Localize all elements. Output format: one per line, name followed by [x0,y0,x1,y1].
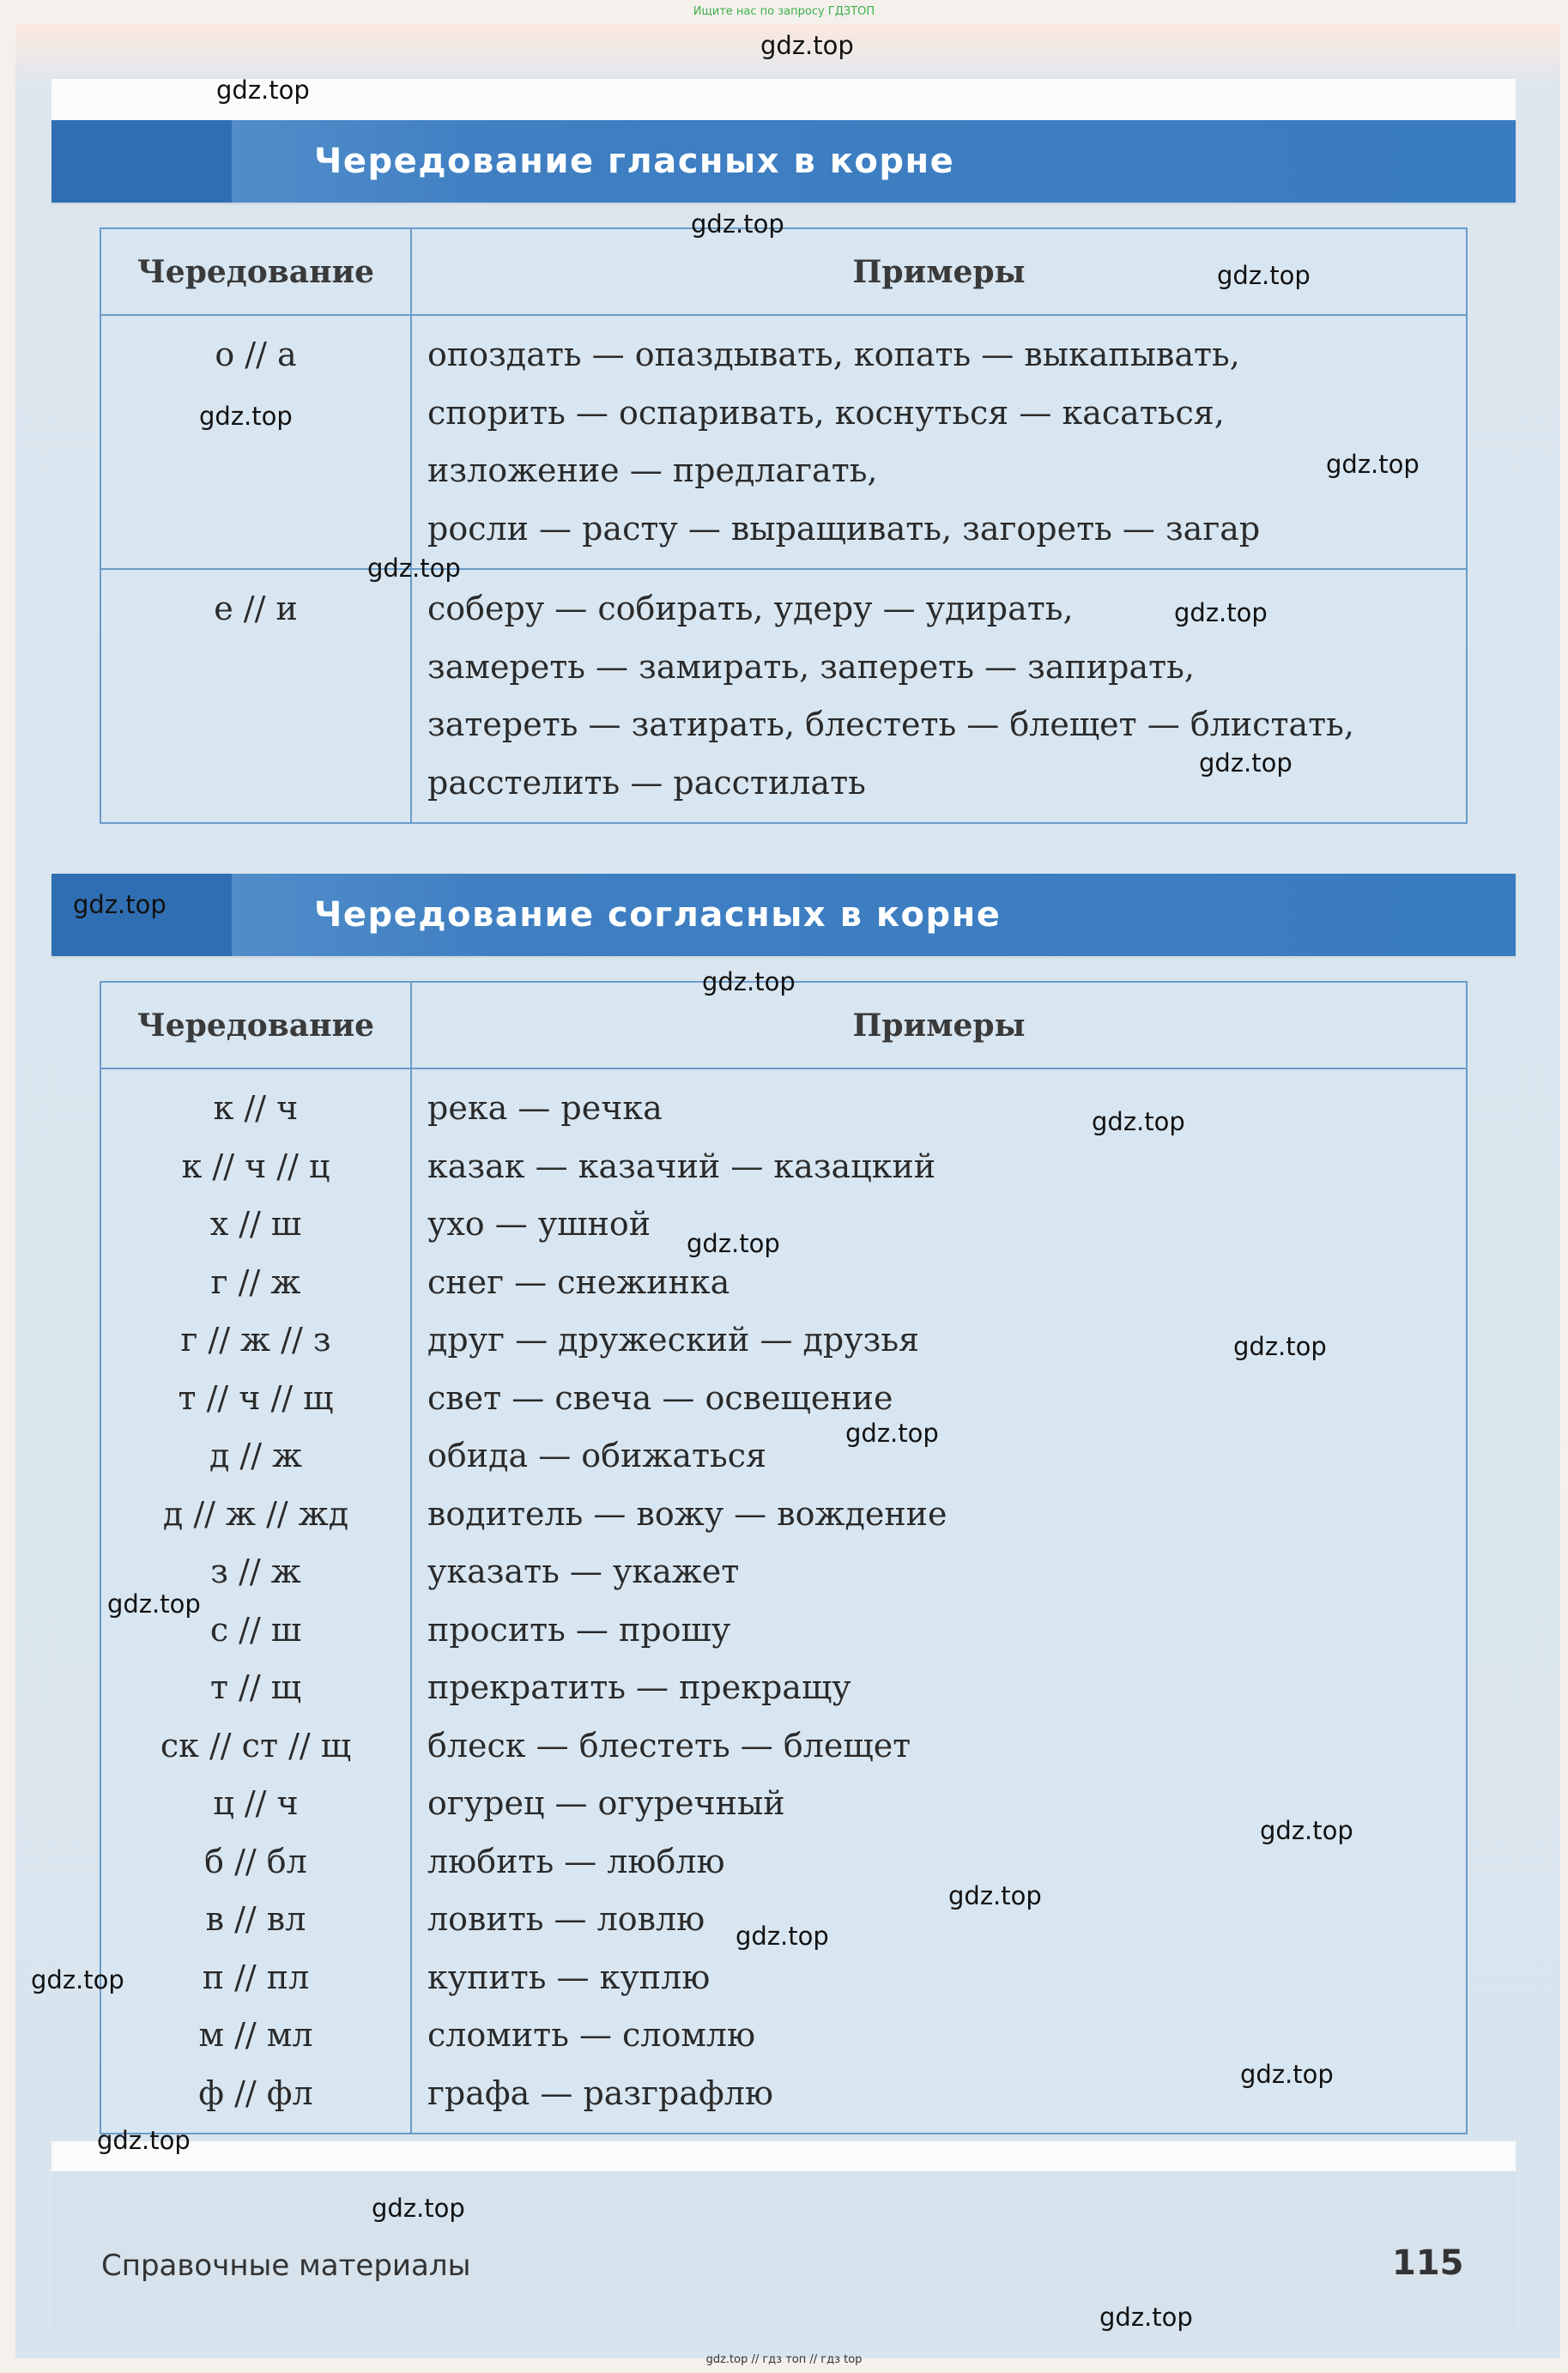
watermark: gdz.top [736,1922,829,1951]
examples-cell [411,1068,1467,2134]
example-line: изложение — предлагать, [427,451,878,489]
watermark: gdz.top [1092,1107,1185,1136]
alternation-label: в // вл [205,1900,306,1938]
alternation-cell [100,569,411,823]
example-line: сломить — сломлю [427,2016,756,2054]
consonant-section-title: Чередование согласных в корне [314,895,1002,935]
alternation-label: п // пл [202,1958,310,1996]
watermark: gdz.top [691,209,784,239]
alternation-label: о // а [215,336,297,373]
example-line: графа — разграфлю [427,2073,774,2112]
watermark: gdz.top [1326,450,1420,479]
watermark: gdz.top [107,1589,201,1619]
watermark: gdz.top [1217,261,1311,290]
example-line: соберу — собирать, удеру — удирать, [427,590,1074,627]
watermark: gdz.top [1174,598,1268,627]
watermark: gdz.top [1240,2060,1334,2089]
example-line: водитель — вожу — вождение [427,1494,947,1533]
example-line: огурец — огуречный [427,1784,785,1822]
example-line: купить — куплю [427,1958,711,1996]
column-header-examples: Примеры [411,982,1467,1068]
watermark: gdz.top [372,2194,465,2223]
consonant-alternation-table [100,981,1468,2134]
alternation-label: с // ш [209,1610,302,1649]
example-line: расстелить — расстилать [427,763,866,802]
page-number: 115 [1392,2243,1464,2283]
table-row [100,315,1467,569]
example-line: друг — дружеский — друзья [427,1321,919,1359]
watermark: gdz.top [1233,1332,1327,1361]
example-line: снег — снежинка [427,1262,730,1301]
alternation-label: б // бл [204,1842,307,1880]
example-line: затереть — затирать, блестеть — блещет — блистать, [427,705,1354,743]
alternation-label: з // ж [210,1553,301,1590]
watermark: gdz.top [1099,2303,1193,2332]
table-row [100,1068,1467,2134]
watermark: gdz.top [367,554,461,583]
vowel-section-title: Чередование гласных в корне [314,142,955,181]
example-line: указать — укажет [427,1553,740,1590]
alternation-label: к // ч // ц [181,1147,330,1185]
example-line: казак — казачий — казацкий [427,1147,936,1185]
alternation-label: е // и [214,590,298,627]
example-line: опоздать — опаздывать, копать — выкапывать, [427,336,1240,373]
watermark: gdz.top [73,890,166,919]
watermark: gdz.top [31,1965,124,1995]
alternation-cell [100,315,411,569]
footer-note: gdz.top // гдз топ // гдз top [705,2353,863,2366]
consonant-section-banner [51,874,1516,956]
watermark: gdz.top [948,1881,1042,1910]
footer-section-label: Справочные материалы [101,2249,471,2283]
example-line: река — речка [427,1089,663,1127]
alternation-label: ф // фл [198,2073,313,2112]
vowel-alternation-table [100,227,1468,824]
example-line: обида — обижаться [427,1437,766,1474]
vowel-section-banner [51,120,1516,203]
watermark: gdz.top [845,1419,939,1448]
alternation-label: г // ж // з [180,1321,331,1359]
example-line: блеск — блестеть — блещет [427,1726,911,1765]
example-line: ухо — ушной [427,1205,651,1243]
banner-accent [51,120,232,203]
watermark: gdz.top [760,31,854,60]
example-line: свет — свеча — освещение [427,1378,893,1417]
column-header-alternation: Чередование [100,228,411,315]
header-note: Ищите нас по запросу ГДЗТОП [693,5,875,18]
example-line: спорить — оспаривать, коснуться — касаться, [427,393,1225,432]
example-line: просить — прошу [427,1610,731,1649]
example-line: замереть — замирать, запереть — запирать, [427,647,1195,686]
alternation-label: м // мл [198,2016,313,2054]
alternation-label: ц // ч [213,1784,299,1822]
example-line: прекратить — прекращу [427,1668,851,1706]
example-line: ловить — ловлю [427,1900,705,1938]
alternation-label: ск // ст // щ [160,1726,352,1765]
column-header-examples: Примеры [411,228,1467,315]
watermark: gdz.top [687,1229,780,1258]
examples-cell [411,569,1467,823]
watermark: gdz.top [1260,1816,1353,1845]
watermark: gdz.top [199,402,293,431]
alternation-label: к // ч [213,1089,299,1127]
column-header-alternation: Чередование [100,982,411,1068]
alternation-label: г // ж [210,1262,301,1301]
alternation-label: х // ш [209,1205,302,1243]
bottom-white-strip [51,2141,1516,2176]
examples-cell [411,315,1467,569]
alternation-label: т // щ [209,1668,302,1706]
alternation-label: д // ж [209,1437,303,1474]
watermark: gdz.top [97,2126,191,2155]
example-line: любить — люблю [427,1842,725,1880]
example-line: росли — расту — выращивать, загореть — загар [427,509,1261,548]
watermark: gdz.top [216,76,310,105]
watermark: gdz.top [702,967,796,996]
watermark: gdz.top [1199,748,1293,778]
alternation-label: т // ч // щ [178,1378,334,1417]
alternation-label: д // ж // жд [162,1494,349,1533]
